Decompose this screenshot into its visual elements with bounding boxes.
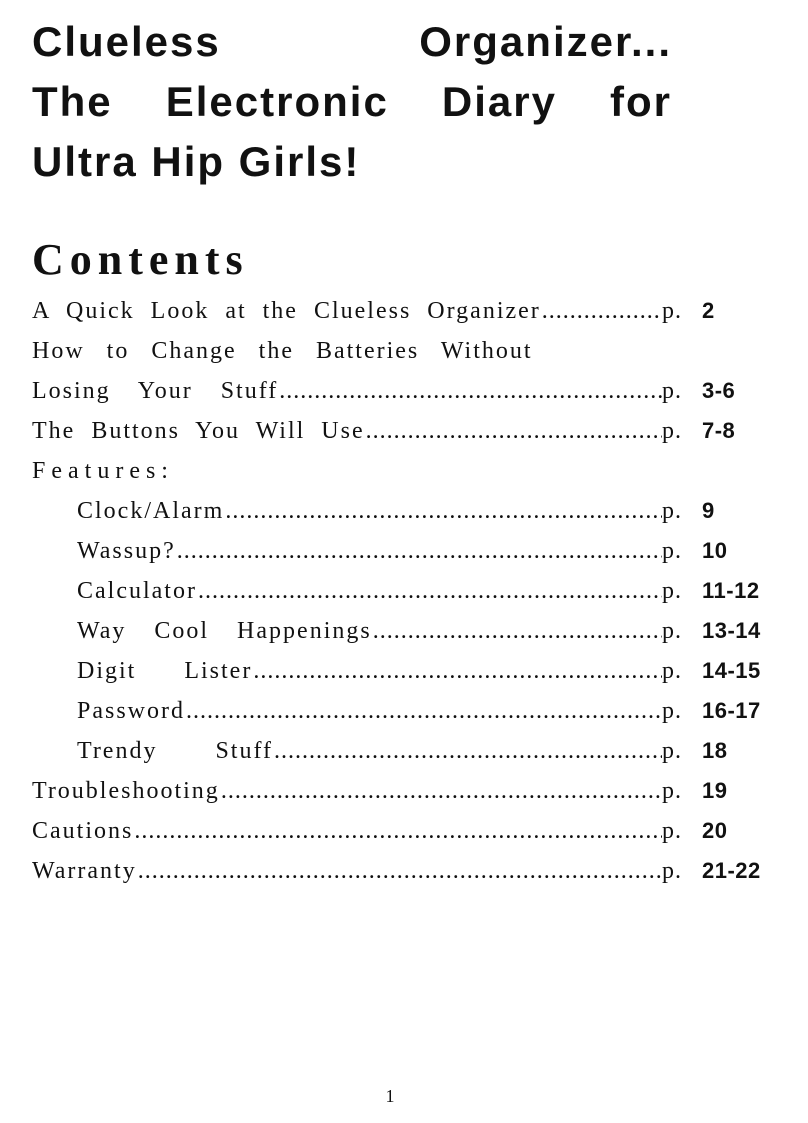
toc-row-quick-look xyxy=(32,291,792,331)
toc-row-password xyxy=(32,691,792,731)
toc-page-prefix: p. xyxy=(662,418,682,444)
toc-row-cautions xyxy=(32,811,792,851)
page-number: 1 xyxy=(385,1086,395,1106)
toc-row-troubleshooting xyxy=(32,771,792,811)
toc-page-number: 19 xyxy=(702,778,728,803)
toc-row-clock-alarm xyxy=(32,491,792,531)
contents-heading: Contents xyxy=(32,235,249,284)
dot-leader xyxy=(225,491,662,531)
toc-row-calculator xyxy=(32,571,792,611)
toc-page-number: 3-6 xyxy=(702,378,736,403)
dot-leader xyxy=(274,731,662,771)
title-line-2: The Electronic Diary for xyxy=(32,78,672,125)
toc-page-prefix: p. xyxy=(662,378,682,404)
toc-page-number: 21-22 xyxy=(702,858,761,883)
toc-entry-label: How to Change the Batteries Without xyxy=(32,338,533,364)
toc-page-prefix: p. xyxy=(662,298,682,324)
toc-entry-label: Cautions xyxy=(32,818,134,844)
document-title xyxy=(32,12,672,192)
toc-page-prefix: p. xyxy=(662,538,682,564)
dot-leader xyxy=(253,651,662,691)
toc-page-number: 2 xyxy=(702,298,715,323)
toc-row-buttons xyxy=(32,411,792,451)
title-line-3: Ultra Hip Girls! xyxy=(32,138,361,185)
toc-page-prefix: p. xyxy=(662,698,682,724)
toc-page-number: 20 xyxy=(702,818,728,843)
toc-page-number: 13-14 xyxy=(702,618,761,643)
table-of-contents xyxy=(32,291,792,891)
toc-page-number: 11-12 xyxy=(702,578,760,603)
dot-leader xyxy=(186,691,662,731)
toc-page-number: 16-17 xyxy=(702,698,761,723)
toc-entry-label: Troubleshooting xyxy=(32,778,220,804)
toc-page-number: 7-8 xyxy=(702,418,736,443)
toc-entry-label: Losing Your Stuff xyxy=(32,378,279,404)
dot-leader xyxy=(138,851,662,891)
toc-row-features-heading xyxy=(32,451,792,491)
dot-leader xyxy=(177,531,662,571)
toc-page-number: 10 xyxy=(702,538,728,563)
title-line-1: Clueless Organizer... xyxy=(32,18,672,65)
toc-page-prefix: p. xyxy=(662,658,682,684)
toc-page-prefix: p. xyxy=(662,578,682,604)
toc-entry-label: Calculator xyxy=(77,578,197,604)
toc-entry-label: Digit Lister xyxy=(77,658,253,684)
toc-entry-label: Clock/Alarm xyxy=(77,498,225,524)
toc-entry-label: Wassup? xyxy=(77,538,176,564)
toc-page-prefix: p. xyxy=(662,818,682,844)
toc-row-batteries-line1 xyxy=(32,331,792,371)
toc-entry-label: The Buttons You Will Use xyxy=(32,418,365,444)
toc-page-number: 14-15 xyxy=(702,658,761,683)
toc-row-batteries xyxy=(32,371,792,411)
toc-page-prefix: p. xyxy=(662,618,682,644)
toc-page-prefix: p. xyxy=(662,738,682,764)
toc-page-prefix: p. xyxy=(662,498,682,524)
toc-page-prefix: p. xyxy=(662,778,682,804)
dot-leader xyxy=(134,811,662,851)
toc-row-warranty xyxy=(32,851,792,891)
toc-entry-label: Way Cool Happenings xyxy=(77,618,372,644)
features-section-label: Features: xyxy=(32,458,174,484)
toc-entry-label: Warranty xyxy=(32,858,137,884)
toc-page-prefix: p. xyxy=(662,858,682,884)
dot-leader xyxy=(542,291,662,331)
toc-page-number: 9 xyxy=(702,498,715,523)
toc-row-wassup xyxy=(32,531,792,571)
dot-leader xyxy=(373,611,662,651)
toc-page-number: 18 xyxy=(702,738,728,763)
toc-entry-label: Trendy Stuff xyxy=(77,738,274,764)
toc-entry-label: Password xyxy=(77,698,186,724)
toc-row-digit-lister xyxy=(32,651,792,691)
dot-leader xyxy=(198,571,662,611)
toc-row-trendy-stuff xyxy=(32,731,792,771)
toc-entry-label: A Quick Look at the Clueless Organizer xyxy=(32,298,541,324)
dot-leader xyxy=(366,411,662,451)
toc-row-way-cool-happenings xyxy=(32,611,792,651)
dot-leader xyxy=(221,771,662,811)
dot-leader xyxy=(279,371,662,411)
